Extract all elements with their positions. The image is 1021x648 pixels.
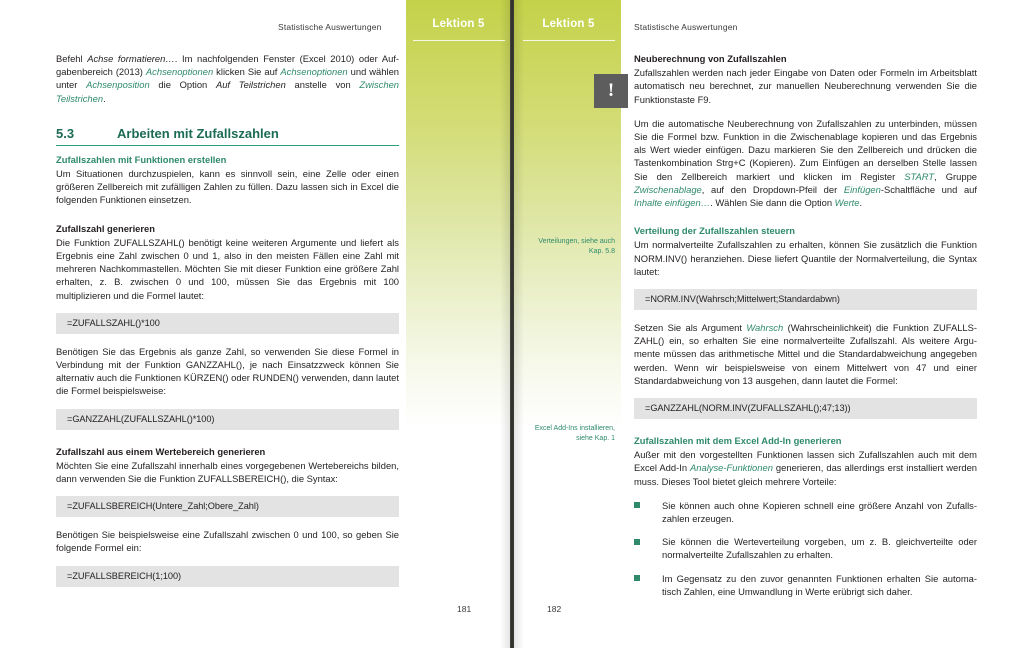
intro-text-g: . [103,92,106,104]
paragraph-sub1: Um Situationen durchzuspielen, kann es sinnvoll sein, eine Zelle oder einen größeren Zellbereich mit zufälligen Zahlen zu füllen. Dazu lassen sich in Excel die folgenden Funktionen einsetzen. [56,168,399,206]
subheading-zufallszahlen-funktionen: Zufallszahlen mit Funktionen erstellen [56,153,227,165]
lesson-tab-left-label: Lektion 5 [432,18,485,30]
intro-em-zwischen-teilstrichen: Zwischen Teilstrichen [56,79,400,104]
list-item-text: Sie können auch ohne Kopieren schnell eine größere Anzahl von Zufallszahlen erzeugen. [662,499,977,525]
subheading-zufallszahl-generieren: Zufallszahl generieren [56,222,155,234]
subheading-addin: Zufallszahlen mit dem Excel Add-In generieren [634,435,842,447]
nb-text-a: Um die automatische Neuberechnung von Zufallszahlen zu unterbinden, müssen Sie die Formel bzw. Funktion in die Zwischenablage kopieren und das Ergebnis als Wert wieder einfügen. Dazu markieren Sie den Zellbereich und drücken die Tastenkombination Strg+C (Kopieren). Zum Einfügen an derselben Stelle lassen Sie den Zellbereich markiert und klicken im Register [634,117,977,182]
subheading-wertebereich: Zufallszahl aus einem Wertebereich generieren [56,445,266,457]
square-bullet-icon [634,502,640,508]
lesson-band-left [406,0,511,648]
ad-text-a: Außer mit den vorgestellten Funktionen lassen sich Zufallszahlen auch mit dem Excel Add-In [634,449,977,474]
chapter-title: Arbeiten mit Zufallszahlen [117,125,279,141]
book-spine [510,0,514,648]
attention-icon: ! [594,74,628,108]
chapter-number: 5.3 [56,125,75,141]
formula-zufallszahl-100: =ZUFALLSZAHL()*100 [56,313,399,334]
paragraph-verteilung-2 [634,321,977,387]
advantages-list [634,499,977,598]
intro-paragraph [56,52,399,105]
list-item [634,499,977,525]
intro-text-d: und wählen unter [56,66,399,91]
lesson-tab-right-label: Lektion 5 [542,18,595,30]
square-bullet-icon [634,575,640,581]
vt-text-a: Setzen Sie als Argument [634,322,747,334]
list-item [634,572,977,598]
nb-em-zwischenablage: Zwischenablage [634,183,702,195]
running-head-right: Statistische Auswertungen [634,22,738,32]
left-page-column [56,52,399,598]
intro-em-achse-formatieren: Achse formatieren… [87,53,175,64]
nb-text-c: , auf den Dropdown-Pfeil der [701,183,844,195]
list-item-text: Sie können die Werteverteilung vorgeben, um z. B. gleichverteilte oder normalverteilte Zufallszahlen zu erhalten. [662,536,977,561]
margin-note-addins: Excel Add-Ins installieren, siehe Kap. 1 [534,425,615,442]
chapter-heading [56,126,399,146]
intro-text-e: die Option [149,79,216,91]
paragraph-sub3-1: Möchten Sie eine Zufallszahl innerhalb eines vorgegebenen Wertebereichs bilden, dann verwenden Sie die Funktion ZUFALLSBEREICH(), die Syntax: [56,459,399,485]
nb-text-b: , Gruppe [934,170,977,182]
paragraph-neuberechnung-1: Zufallszahlen werden nach jeder Eingabe von Daten oder Formeln im Arbeitsblatt automatisch neu berechnet, zur manuellen Neuberechnung verwenden Sie die Funktionstaste F9. [634,67,977,105]
intro-em-achsenoptionen-1: Achsenoptionen [145,66,214,78]
spine-shadow-right [514,0,524,648]
intro-em-auf-teilstrichen: Auf Teilstrichen [215,79,286,91]
page-number-right: 182 [547,604,562,614]
right-page-column [634,52,977,598]
paragraph-sub2-1: Die Funktion ZUFALLSZAHL() benötigt keine weiteren Argumente und liefert als Ergebnis eine Zahl zwischen 0 und 1, also in den meisten Fällen eine Zahl mit mehreren Nachkommastellen. Möchten Sie mit dieser Funktion eine größere Zahl erhalten, z. B. zwischen 0 und 100, müssen Sie das Ergebnis mit 100 multiplizieren und die Formel lautet: [56,236,399,301]
intro-text-b: . Im nachfolgenden Fenster (Excel 2010) oder Aufgabenbereich (2013) [56,53,400,78]
square-bullet-icon [634,539,640,545]
formula-norminv: =NORM.INV(Wahrsch;Mittelwert;Standardabwn) [634,289,977,310]
intro-em-achsenposition: Achsenposition [86,79,150,91]
intro-em-achsenoptionen-2: Achsenoptionen [280,66,348,78]
paragraph-addin [634,448,977,488]
list-item [634,535,977,561]
vt-text-b: (Wahrscheinlichkeit) die Funktion ZUFALLSZAHL() ein, so erhalten Sie eine normalverteilte Zufallszahl. Als weitere Argumente müssen das arithmetische Mittel und die Standardabweichung angegeben werden. Wenn wir beispielsweise von einem Mittelwert von 47 und einer Standardabweichung von 13 ausgehen, dann lautet die Formel: [634,322,977,386]
ad-em-analyse-funktionen: Analyse-Funktionen [690,462,773,474]
paragraph-sub2-2: Benötigen Sie das Ergebnis als ganze Zahl, so verwenden Sie diese Formel in Verbindung mit der Funktion GANZZAHL(), je nach Einsatzzweck können Sie alternativ auch die Funktionen KÜRZEN() oder RUNDEN() verwenden, dann lautet die Formel beispielsweise: [56,345,399,397]
page-number-left: 181 [457,604,472,614]
formula-ganzzahl-zufallszahl: =GANZZAHL(ZUFALLSZAHL()*100) [56,409,399,430]
formula-ganzzahl-norminv: =GANZZAHL(NORM.INV(ZUFALLSZAHL();47;13)) [634,398,977,419]
paragraph-sub3-2: Benötigen Sie beispielsweise eine Zufallszahl zwischen 0 und 100, so geben Sie folgende Formel ein: [56,529,399,554]
nb-text-d: -Schaltfläche und auf [880,183,977,195]
ad-text-b: generieren, das allerdings erst installiert werden muss. Dieses Tool bietet gleich mehrere Vorteile: [634,462,977,487]
lesson-tab-left-rule [413,40,505,41]
spacer [56,146,399,153]
nb-em-werte: Werte [834,197,860,209]
intro-text-f: anstelle von [285,79,360,91]
intro-text-a: Befehl [56,53,88,64]
paragraph-neuberechnung-2 [634,117,977,209]
lesson-tab-right-rule [523,40,615,41]
nb-text-f: . [859,197,863,209]
formula-zufallsbereich-syntax: =ZUFALLSBEREICH(Untere_Zahl;Obere_Zahl) [56,496,399,517]
list-item-text: Im Gegensatz zu den zuvor genannten Funktionen erhalten Sie automatisch Zahlen, eine Umwandlung in Werte erübrigt sich daher. [662,572,977,597]
nb-em-inhalte-einfuegen: Inhalte einfügen… [634,197,711,209]
margin-note-distributions: Verteilungen, siehe auch Kap. 5.8 [538,238,615,255]
nb-em-einfuegen: Einfügen [843,183,881,195]
nb-text-e: . Wählen Sie dann die Option [710,197,835,209]
formula-zufallsbereich-1-100: =ZUFALLSBEREICH(1;100) [56,566,399,587]
paragraph-verteilung-1: Um normalverteilte Zufallszahlen zu erhalten, können Sie zusätzlich die Funktion NORM.INV() heranziehen. Diese liefert Quantile der Normalverteilung, die Syntax lautet: [634,239,977,277]
subheading-neuberechnung: Neuberechnung von Zufallszahlen [634,53,787,64]
nb-em-start: START [904,170,935,182]
intro-text-c: klicken Sie auf [213,66,281,78]
spine-shadow-left [500,0,510,648]
vt-em-wahrsch: Wahrsch [746,322,784,334]
subheading-verteilung: Verteilung der Zufallszahlen steuern [634,225,795,237]
spacer [56,116,399,126]
running-head-left: Statistische Auswertungen [278,22,382,32]
